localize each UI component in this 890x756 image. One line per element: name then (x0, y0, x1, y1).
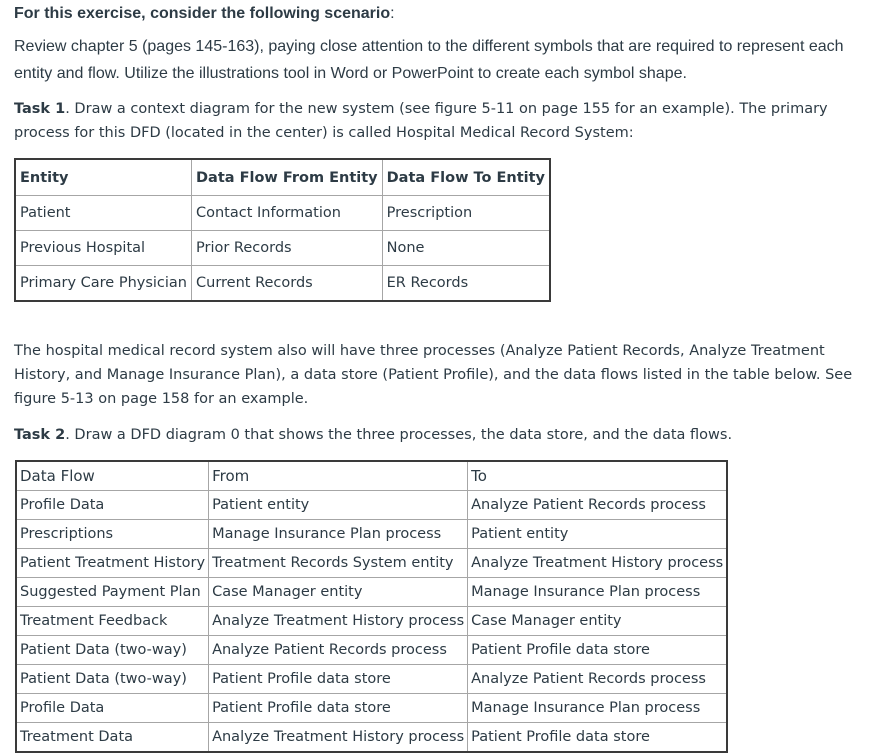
table-row (16, 636, 727, 665)
table-row (16, 665, 727, 694)
entity-table-header-row (15, 159, 550, 196)
task2-paragraph (14, 423, 874, 447)
table-cell: Patient Profile data store (468, 723, 728, 753)
entity-table-header: Entity (15, 159, 192, 196)
table-cell: Manage Insurance Plan process (468, 694, 728, 723)
task2-text: . Draw a DFD diagram 0 that shows the three processes, the data store, and the data flows. (65, 427, 733, 443)
entity-table (14, 158, 551, 302)
table-row (16, 723, 727, 753)
table-cell: Patient Profile data store (209, 694, 468, 723)
table-cell: Prior Records (192, 231, 383, 266)
table-cell: Patient entity (468, 520, 728, 549)
task1-paragraph (14, 97, 874, 145)
table-cell: Analyze Treatment History process (468, 549, 728, 578)
table-cell: Case Manager entity (468, 607, 728, 636)
table-cell: Manage Insurance Plan process (468, 578, 728, 607)
table-cell: Suggested Payment Plan (16, 578, 209, 607)
table-cell: Patient Treatment History (16, 549, 209, 578)
table-row (16, 520, 727, 549)
table-cell: Patient entity (209, 491, 468, 520)
table-cell: None (382, 231, 550, 266)
table-cell: Patient Profile data store (468, 636, 728, 665)
table-cell: Treatment Records System entity (209, 549, 468, 578)
table-cell: Treatment Data (16, 723, 209, 753)
table-row (16, 694, 727, 723)
table-cell: Patient Profile data store (209, 665, 468, 694)
table-cell: ER Records (382, 266, 550, 302)
table-cell: Manage Insurance Plan process (209, 520, 468, 549)
table-cell: Contact Information (192, 196, 383, 231)
table-cell: Prescriptions (16, 520, 209, 549)
processes-paragraph: The hospital medical record system also will have three processes (Analyze Patient Records, Analyze Treatment History, and Manage Insurance Plan), a data store (Patient Profile), and the data flows listed in the table below. See figure 5-13 on page 158 for an example. (14, 343, 853, 407)
table-cell: Analyze Patient Records process (209, 636, 468, 665)
table-cell: Prescription (382, 196, 550, 231)
scenario-heading (14, 3, 395, 25)
table-cell: Case Manager entity (209, 578, 468, 607)
task1-text: . Draw a context diagram for the new system (see figure 5-11 on page 155 for an example). The primary process for this DFD (located in the center) is called Hospital Medical Record System: (14, 101, 828, 141)
table-row (15, 231, 550, 266)
data-flow-table-header: To (468, 461, 728, 491)
data-flow-table (15, 460, 728, 753)
task1-label: Task 1 (14, 101, 66, 117)
table-cell: Analyze Patient Records process (468, 491, 728, 520)
table-cell: Profile Data (16, 491, 209, 520)
table-cell: Previous Hospital (15, 231, 192, 266)
table-cell: Profile Data (16, 694, 209, 723)
scenario-heading-colon: : (390, 5, 395, 22)
table-row (16, 607, 727, 636)
data-flow-table-header: From (209, 461, 468, 491)
intro-paragraph: Review chapter 5 (pages 145-163), paying close attention to the different symbols that are required to represent each entity and flow. Utilize the illustrations tool in Word or PowerPoint to create each symbol shape. (14, 38, 844, 82)
table-cell: Treatment Feedback (16, 607, 209, 636)
table-row (15, 266, 550, 302)
entity-table-header: Data Flow From Entity (192, 159, 383, 196)
table-cell: Analyze Patient Records process (468, 665, 728, 694)
table-row (16, 578, 727, 607)
table-cell: Patient Data (two-way) (16, 636, 209, 665)
table-row (16, 491, 727, 520)
data-flow-table-header: Data Flow (16, 461, 209, 491)
table-row (16, 549, 727, 578)
table-cell: Patient Data (two-way) (16, 665, 209, 694)
table-cell: Analyze Treatment History process (209, 607, 468, 636)
task2-label: Task 2 (14, 427, 66, 443)
table-row (15, 196, 550, 231)
table-cell: Patient (15, 196, 192, 231)
table-cell: Primary Care Physician (15, 266, 192, 302)
table-cell: Analyze Treatment History process (209, 723, 468, 753)
entity-table-header: Data Flow To Entity (382, 159, 550, 196)
data-flow-table-header-row (16, 461, 727, 491)
table-cell: Current Records (192, 266, 383, 302)
scenario-heading-text: For this exercise, consider the following scenario (14, 5, 391, 22)
